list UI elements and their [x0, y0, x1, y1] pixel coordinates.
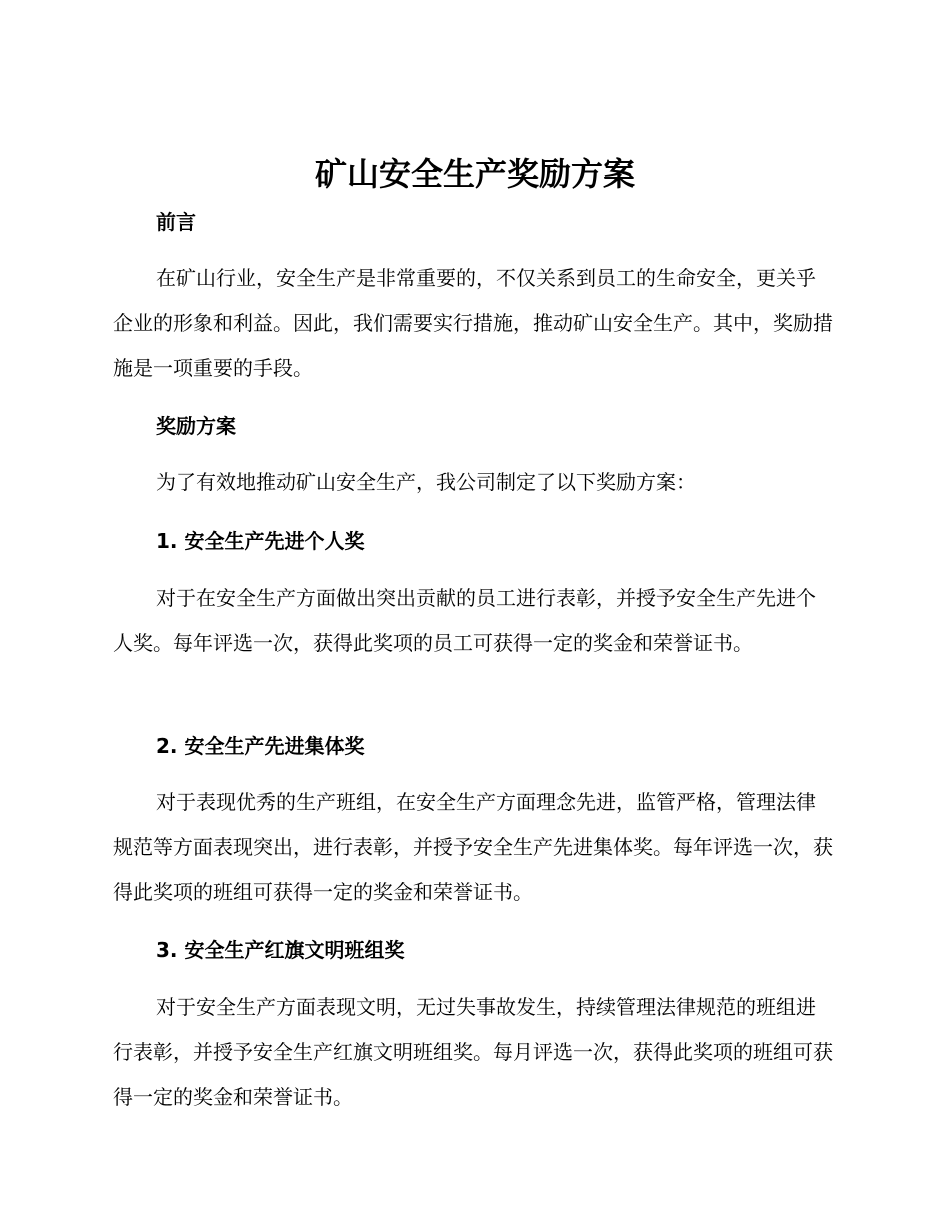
section-paragraph-collective-award: 对于表现优秀的生产班组，在安全生产方面理念先进，监管严格，管理法律规范等方面表现突出，进行表彰，并授予安全生产先进集体奖。每年评选一次，获得此奖项的班组可获得一定的奖金和荣誉证书。	[113, 790, 833, 904]
section-paragraph-preface: 在矿山行业，安全生产是非常重要的，不仅关系到员工的生命安全，更关乎企业的形象和利益。因此，我们需要实行措施，推动矿山安全生产。其中，奖励措施是一项重要的手段。	[113, 266, 833, 380]
page-title: 矿山安全生产奖励方案	[314, 155, 635, 193]
section-heading-preface: 前言	[156, 210, 196, 234]
section-paragraph-individual-award: 对于在安全生产方面做出突出贡献的员工进行表彰，并授予安全生产先进个人奖。每年评选一次，获得此奖项的员工可获得一定的奖金和荣誉证书。	[113, 586, 816, 655]
section-paragraph-reward-plan: 为了有效地推动矿山安全生产，我公司制定了以下奖励方案：	[156, 470, 696, 494]
section-paragraph-red-flag-award: 对于安全生产方面表现文明，无过失事故发生，持续管理法律规范的班组进行表彰，并授予安全生产红旗文明班组奖。每月评选一次，获得此奖项的班组可获得一定的奖金和荣誉证书。	[113, 995, 833, 1109]
section-heading-reward-plan: 奖励方案	[156, 414, 236, 438]
section-heading-individual-award: 1. 安全生产先进个人奖	[156, 529, 365, 553]
section-heading-collective-award: 2. 安全生产先进集体奖	[156, 734, 365, 758]
section-heading-red-flag-award: 3. 安全生产红旗文明班组奖	[156, 938, 405, 962]
